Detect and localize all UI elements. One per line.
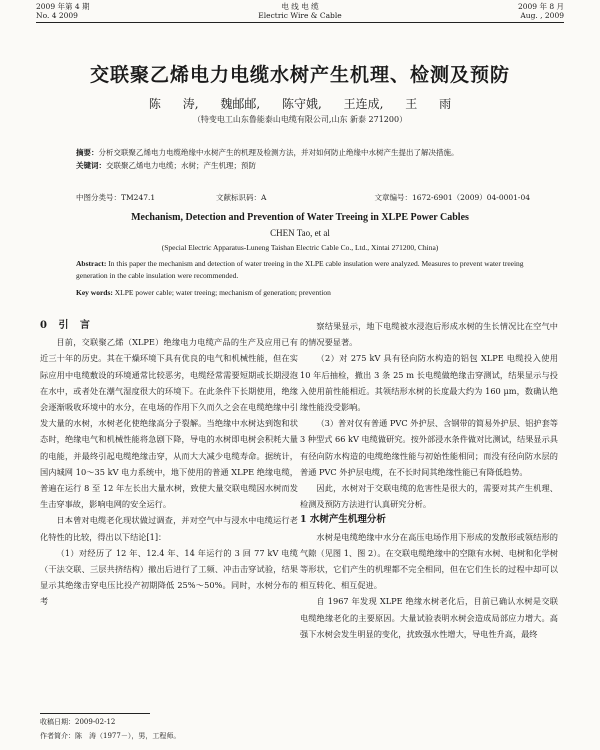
header-rule bbox=[36, 22, 564, 23]
date-cn: 2009 年 8 月 bbox=[517, 2, 564, 11]
issue-cn: 2009 年第 4 期 bbox=[36, 2, 90, 11]
date-en: Aug. , 2009 bbox=[520, 11, 564, 20]
article-id: 文章编号：1672-6901（2009）04-0001-04 bbox=[374, 193, 530, 202]
english-title: Mechanism, Detection and Prevention of Water Treeing in XLPE Power Cables bbox=[131, 212, 469, 223]
english-abstract-label: Abstract: bbox=[76, 259, 107, 268]
paragraph: 自 1967 年发现 XLPE 绝缘水树老化后，目前已确认水树是交联电缆绝缘老化的主要原因。大量试验表明水树会造成局部应力增大。高强下水树会发生明显的变化，扰致强水性增大，导电性升高，最终 bbox=[300, 596, 558, 639]
english-affiliation: (Special Electric Apparatus-Luneng Taishan Electric Cable Co., Ltd., Xintai 271200, China) bbox=[161, 243, 439, 252]
paragraph: 目前，交联聚乙烯（XLPE）绝缘电力电缆产品的生产及应用已有近三十年的历史。其在干燥环境下具有优良的电气和机械性能，但在实际应用中电缆敷设的环境通常比较恶劣，电缆经常需要短期或长期浸泡在水中，或者处在潮气湿度很大的环境下。在此条件下长期使用，绝缘会逐渐吸收环境中的水分，在电场的作用下久而久之会在电缆绝缘中引发大量的水树，水树老化使绝缘高分子裂解。当绝缘中水树达到饱和状态时，绝缘电气和机械性能将急剧下降，导电的水树即电树会积耗大量的电能，并最终引起电缆绝缘击穿，从而大大减少电缆寿命。据统计，国内城网 10～35 kV 电力系统中，地下使用的普通 XLPE 绝缘电缆，普遍在运行 8 至 12 年左长出大量水树，致使大量交联电缆因水树而发生击穿事故，影响电网的安全运行。 bbox=[40, 337, 298, 510]
author-list: 陈 涛, 魏邮邮, 陈守娥, 王连成, 王 雨 bbox=[148, 97, 452, 111]
english-author: CHEN Tao, et al bbox=[270, 228, 330, 238]
abstract-cn bbox=[76, 146, 530, 172]
paragraph: 察结果显示，地下电缆被水浸泡后形成水树的生长情况比在空气中的情况要显著。 bbox=[300, 321, 558, 348]
abstract-cn-text: 分析交联聚乙烯电力电缆绝缘中水树产生的机理及检测方法，并对如何防止绝缘中水树产生提出了解决措施。 bbox=[98, 148, 459, 157]
issue-en: No. 4 2009 bbox=[36, 11, 78, 20]
footnote-rule bbox=[40, 713, 150, 714]
journal-name-cn: 电 线 电 缆 bbox=[281, 2, 319, 11]
running-head bbox=[36, 2, 564, 24]
paragraph: （1）对经历了 12 年、12.4 年、14 年运行的 3 回 77 kV 电缆（干法交联、三层共挤结构）撤出后进行了工频、冲击击穿试验，结果显示其绝缘击穿电压比投产初期降低 25%～50%。同时，水树分布的考 bbox=[40, 547, 298, 607]
section-heading-mechanism: 1 水树产生机理分析 bbox=[300, 514, 386, 526]
paragraph: （3）普对仅有普通 PVC 外护层、含钢带的简易外护层、铝护套等 3 种型式 66 kV 电缆做研究。按外部浸水条件做对比测试，结果显示具有径向防水构造的电缆绝缘性能与初始性能相同；而没有径向防水层的普通 PVC 外护层电缆，在不长时间其绝缘性能已有降低趋势。 bbox=[300, 418, 558, 477]
english-keywords bbox=[76, 288, 530, 297]
body-column-right bbox=[300, 318, 558, 642]
english-keywords-label: Key words: bbox=[76, 288, 113, 297]
paragraph: 因此，水树对于交联电缆的危害性是很大的，需要对其产生机理、检测及预防方法进行认真研究分析。 bbox=[300, 483, 558, 510]
section-heading-introduction: 0 引 言 bbox=[40, 320, 94, 331]
running-head-center bbox=[36, 2, 564, 20]
abstract-cn-label: 摘要： bbox=[76, 148, 99, 157]
paragraph: 日本曾对电缆老化现状做过调查，并对空气中与浸水中电缆运行老化特性的比较，得出以下结论[1]： bbox=[40, 515, 298, 542]
footnote-received-date: 收稿日期：2009-02-12 bbox=[40, 718, 116, 726]
keywords-cn-text: 交联聚乙烯电力电缆；水树；产生机理；预防 bbox=[106, 161, 256, 170]
footnote-author-bio: 作者简介：陈 涛（1977－），男，工程师。 bbox=[40, 732, 181, 740]
english-abstract bbox=[76, 258, 530, 282]
classification-row bbox=[76, 192, 530, 204]
keywords-cn-label: 关键词： bbox=[76, 161, 106, 170]
paragraph: 水树是电缆绝缘中水分在高压电场作用下形成的发散形或领结形的气隙（见图 1、图 2）。在交联电缆绝缘中的空隙有水树、电树和化学树等形状，它们产生的机理都不完全相同，但在它们生长的过程中却可以相互转化、相互促进。 bbox=[300, 531, 558, 591]
paragraph: （2）对 275 kV 具有径向防水构造的铝包 XLPE 电缆投入使用 10 年后抽检，撤出 3 条 25 m 长电缆做绝缘击穿测试，结果显示与投入使用前性能相近。其领结形水树的长度最大约为 160 μm，数确认绝缘性能没受影响。 bbox=[300, 353, 558, 413]
document-code: 文献标识码：A bbox=[216, 193, 267, 202]
journal-name-en: Electric Wire & Cable bbox=[258, 11, 342, 20]
english-abstract-text: In this paper the mechanism and detection of water treeing in the XLPE cable insulation were analyzed. Measures to prevent water treeing generation in the cable insulation were recommended. bbox=[76, 259, 524, 280]
affiliation: （特变电工山东鲁能泰山电缆有限公司,山东 新泰 271200） bbox=[192, 115, 408, 124]
clc-number: 中图分类号：TM247.1 bbox=[76, 193, 156, 202]
english-keywords-text: XLPE power cable; water treeing; mechanism of generation; prevention bbox=[114, 288, 331, 297]
body-column-left bbox=[40, 318, 298, 610]
paper-title: 交联聚乙烯电力电缆水树产生机理、检测及预防 bbox=[89, 64, 510, 86]
running-head-right bbox=[518, 2, 564, 20]
